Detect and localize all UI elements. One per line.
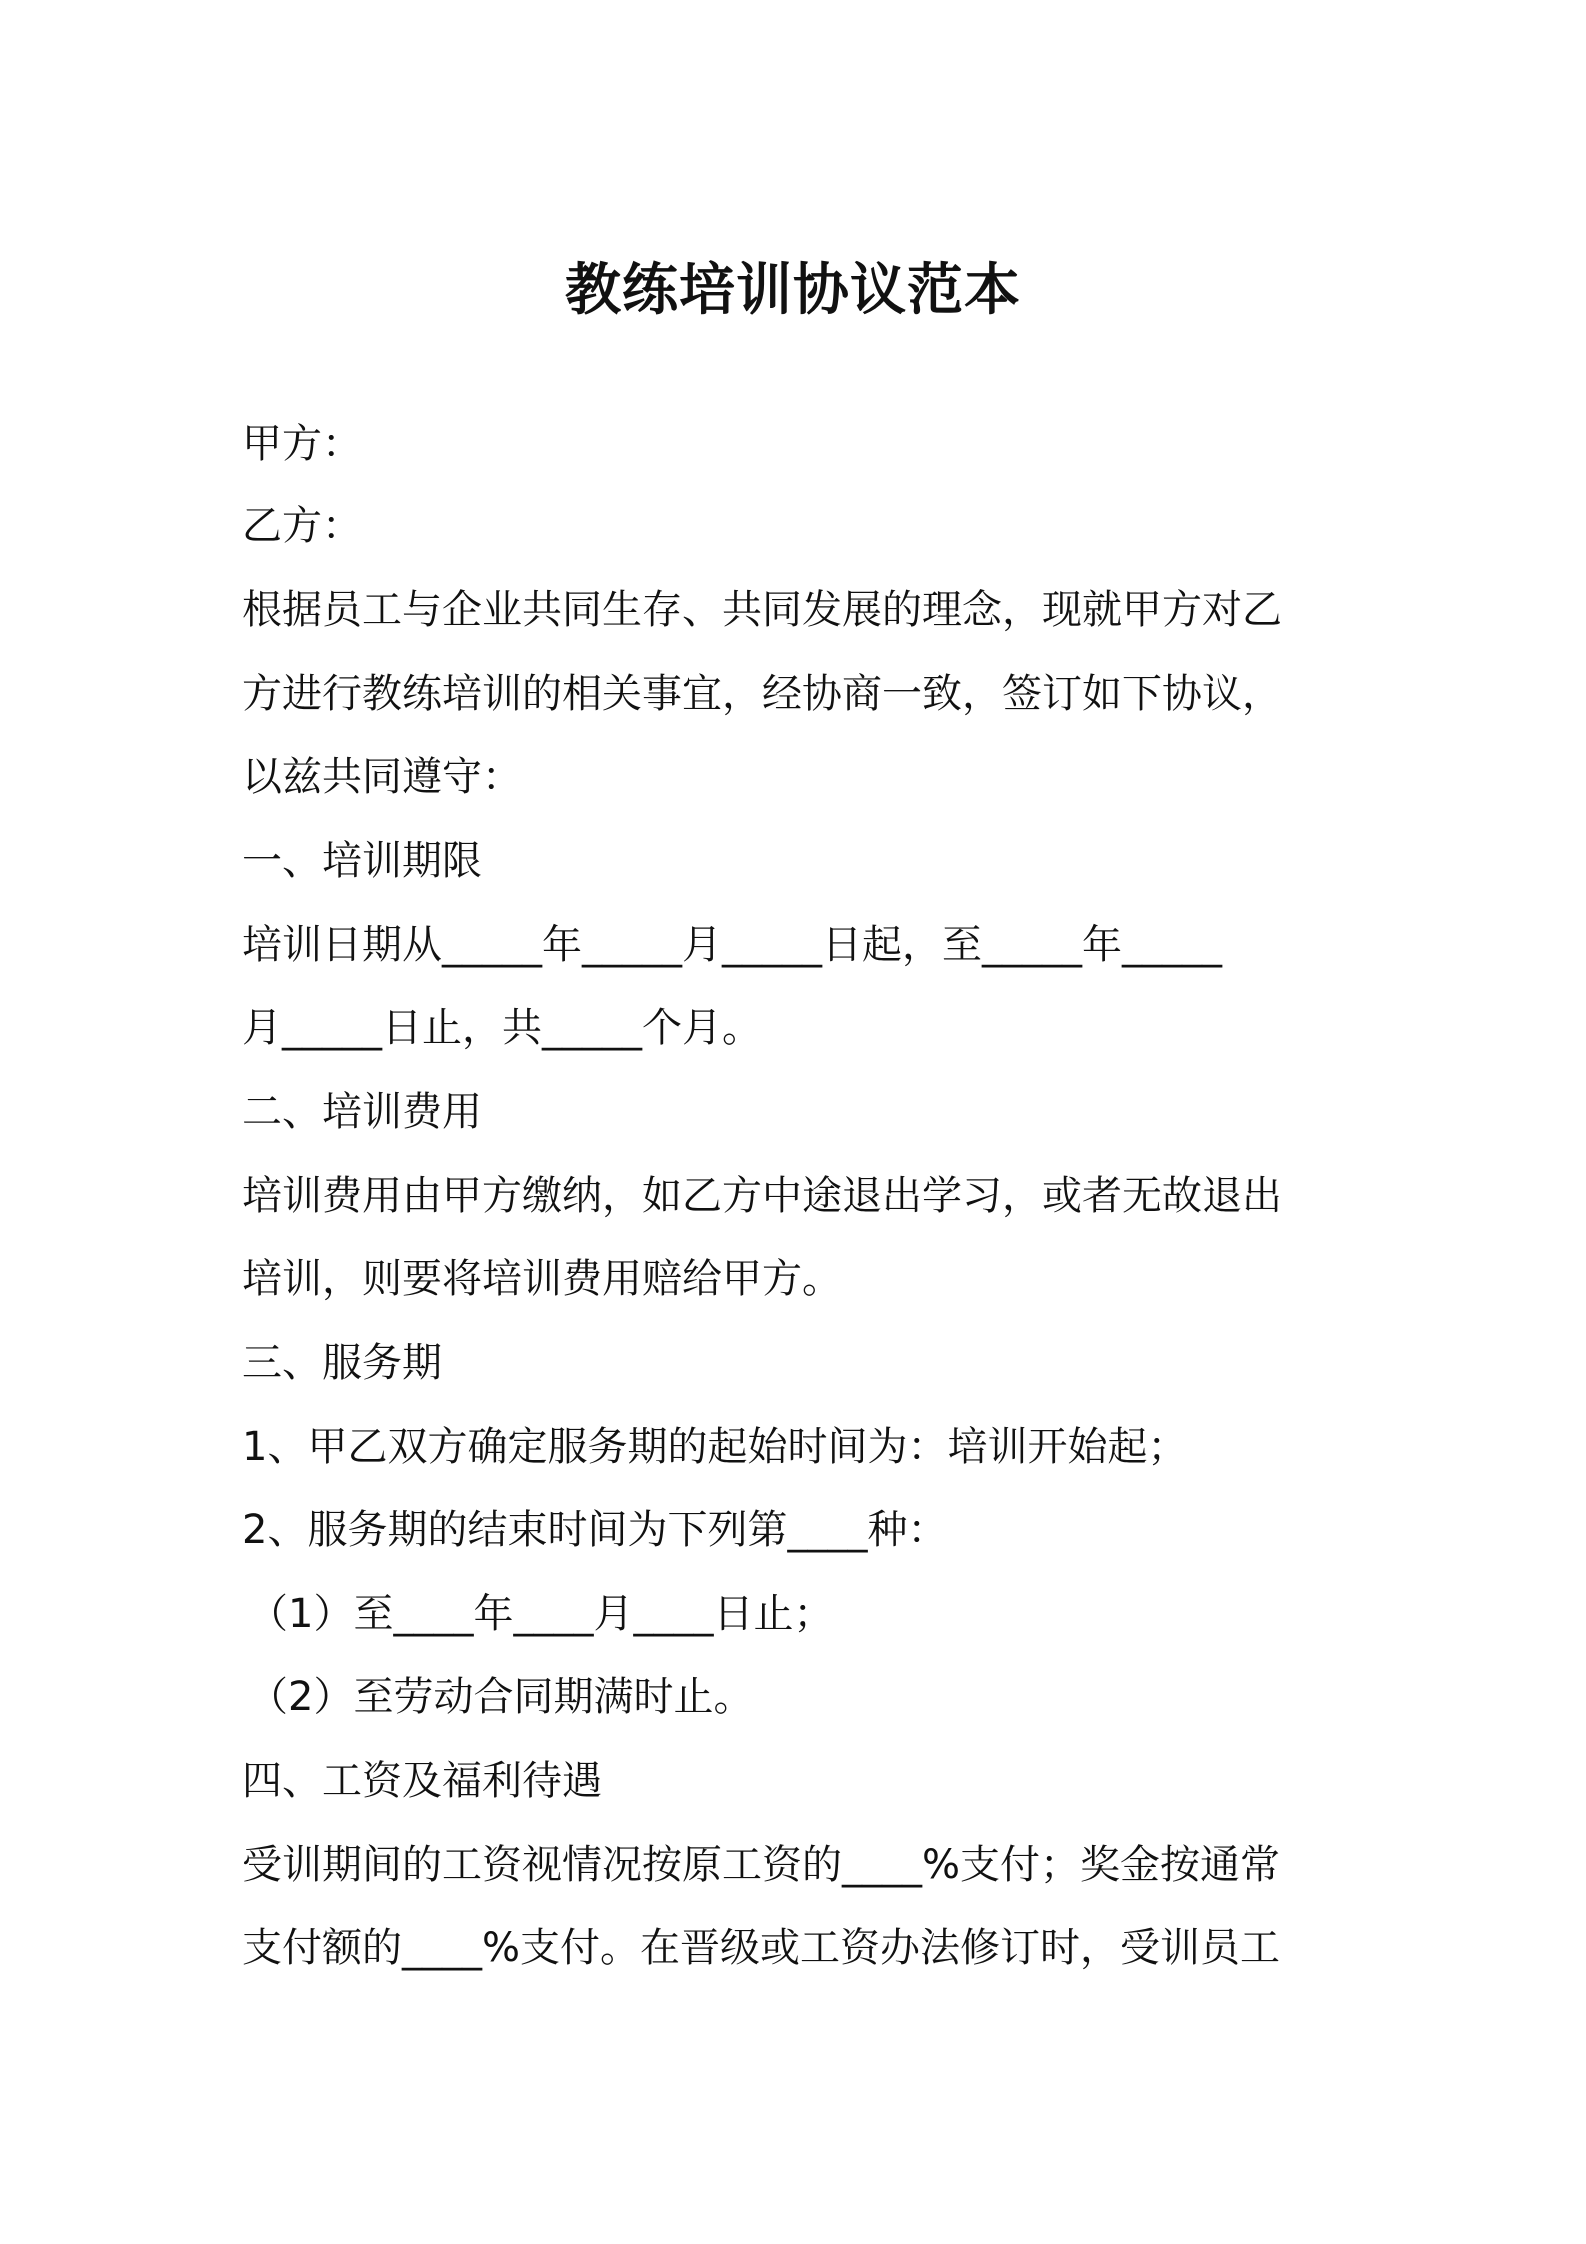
service-period-item-2: 2、服务期的结束时间为下列第____种：	[242, 1507, 948, 1553]
section-heading-wages-benefits: 四、工资及福利待遇	[242, 1758, 602, 1804]
training-period-line-2: 月_____日止，共_____个月。	[242, 1005, 762, 1051]
wages-line-1: 受训期间的工资视情况按原工资的____%支付；奖金按通常	[242, 1842, 1281, 1888]
service-period-option-1: （1）至____年____月____日止；	[248, 1591, 834, 1637]
section-heading-training-period: 一、培训期限	[242, 838, 482, 884]
section-heading-service-period: 三、服务期	[242, 1340, 442, 1386]
preamble-line-2: 方进行教练培训的相关事宜，经协商一致，签订如下协议，	[242, 671, 1282, 717]
preamble-line-1: 根据员工与企业共同生存、共同发展的理念，现就甲方对乙	[242, 587, 1282, 633]
service-period-item-1: 1、甲乙双方确定服务期的起始时间为：培训开始起；	[242, 1424, 1188, 1470]
training-fees-line-2: 培训，则要将培训费用赔给甲方。	[242, 1256, 842, 1302]
training-fees-line-1: 培训费用由甲方缴纳，如乙方中途退出学习，或者无故退出	[242, 1173, 1282, 1219]
preamble-line-3: 以兹共同遵守：	[242, 754, 522, 800]
service-period-option-2: （2）至劳动合同期满时止。	[248, 1674, 754, 1720]
section-heading-training-fees: 二、培训费用	[242, 1089, 482, 1135]
wages-line-2: 支付额的____%支付。在晋级或工资办法修订时，受训员工	[242, 1925, 1281, 1971]
training-period-line-1: 培训日期从_____年_____月_____日起，至_____年_____	[242, 922, 1222, 968]
party-b-line: 乙方：	[242, 503, 362, 549]
party-a-line: 甲方：	[242, 421, 362, 467]
document-title: 教练培训协议范本	[565, 258, 1021, 323]
